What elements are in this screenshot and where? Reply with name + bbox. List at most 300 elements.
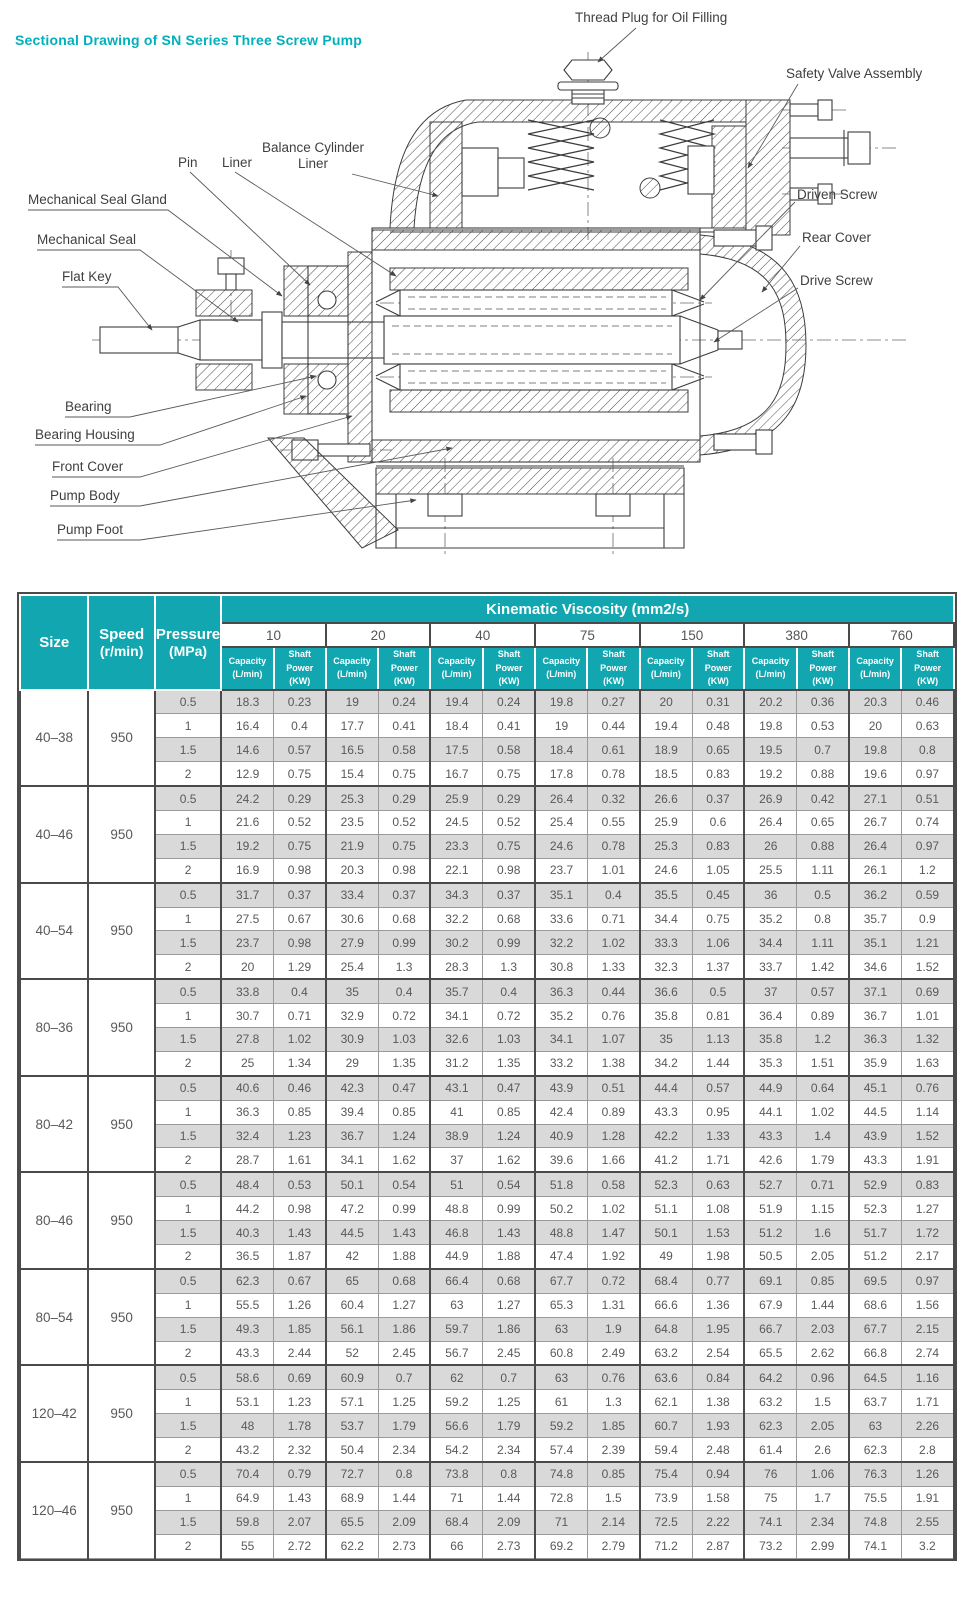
capacity-cell: 66.7 (744, 1317, 796, 1341)
capacity-cell: 73.8 (430, 1462, 482, 1486)
shaft-power-cell: 1.01 (587, 858, 639, 882)
header-size: Size (20, 595, 88, 690)
shaft-power-cell: 1.93 (692, 1414, 744, 1438)
shaft-power-cell: 0.83 (692, 834, 744, 858)
capacity-cell: 63.2 (744, 1390, 796, 1414)
capacity-cell: 25.5 (744, 858, 796, 882)
table-row (20, 1365, 954, 1389)
capacity-cell: 62.2 (326, 1534, 378, 1558)
shaft-power-cell: 0.76 (587, 1365, 639, 1389)
shaft-power-cell: 0.94 (692, 1462, 744, 1486)
capacity-cell: 56.7 (430, 1341, 482, 1365)
capacity-cell: 26.4 (744, 810, 796, 834)
speed-cell: 950 (88, 786, 154, 883)
header-viscosity-value: 380 (744, 623, 849, 647)
capacity-cell: 47.2 (326, 1197, 378, 1221)
shaft-power-cell: 1.56 (901, 1293, 954, 1317)
shaft-power-cell: 1.43 (378, 1221, 430, 1245)
shaft-power-cell: 0.67 (274, 907, 326, 931)
shaft-power-cell: 0.53 (797, 714, 849, 738)
shaft-power-cell: 1.71 (901, 1390, 954, 1414)
capacity-cell: 52.9 (849, 1172, 901, 1196)
pressure-cell: 1.5 (155, 1510, 221, 1534)
capacity-cell: 19.8 (849, 738, 901, 762)
capacity-cell: 38.9 (430, 1124, 482, 1148)
shaft-power-cell: 1.5 (587, 1486, 639, 1510)
capacity-cell: 71.2 (640, 1534, 692, 1558)
header-line: Shaft Power (914, 649, 942, 673)
table-body (20, 690, 954, 1559)
capacity-cell: 62.3 (221, 1269, 273, 1293)
shaft-power-cell: 1.07 (587, 1027, 639, 1051)
capacity-cell: 65 (326, 1269, 378, 1293)
capacity-cell: 26.1 (849, 858, 901, 882)
header-line: Pressure (155, 625, 221, 643)
shaft-power-cell: 0.8 (901, 738, 954, 762)
capacity-cell: 43.3 (221, 1341, 273, 1365)
capacity-cell: 45.1 (849, 1076, 901, 1100)
capacity-cell: 23.5 (326, 810, 378, 834)
capacity-cell: 74.1 (849, 1534, 901, 1558)
capacity-cell: 30.8 (535, 955, 587, 979)
pressure-cell: 2 (155, 1051, 221, 1075)
header-line: Capacity (542, 655, 581, 666)
capacity-cell: 50.2 (535, 1197, 587, 1221)
shaft-power-cell: 2.87 (692, 1534, 744, 1558)
shaft-power-cell: 2.14 (587, 1510, 639, 1534)
capacity-cell: 72.7 (326, 1462, 378, 1486)
capacity-cell: 17.7 (326, 714, 378, 738)
capacity-cell: 35.2 (744, 907, 796, 931)
capacity-cell: 63 (849, 1414, 901, 1438)
capacity-cell: 50.5 (744, 1244, 796, 1268)
capacity-cell: 69.2 (535, 1534, 587, 1558)
capacity-cell: 42 (326, 1244, 378, 1268)
capacity-cell: 65.5 (744, 1341, 796, 1365)
capacity-cell: 34.2 (640, 1051, 692, 1075)
capacity-cell: 67.7 (849, 1317, 901, 1341)
shaft-power-cell: 1.44 (378, 1486, 430, 1510)
shaft-power-cell: 0.45 (692, 883, 744, 907)
shaft-power-cell: 0.76 (901, 1076, 954, 1100)
capacity-cell: 23.3 (430, 834, 482, 858)
shaft-power-cell: 1.63 (901, 1051, 954, 1075)
capacity-cell: 36.6 (640, 979, 692, 1003)
capacity-cell: 73.9 (640, 1486, 692, 1510)
capacity-cell: 33.3 (640, 931, 692, 955)
pressure-cell: 0.5 (155, 786, 221, 810)
capacity-cell: 37.1 (849, 979, 901, 1003)
capacity-cell: 27.5 (221, 907, 273, 931)
label-bearing: Bearing (65, 399, 112, 414)
shaft-power-cell: 0.59 (901, 883, 954, 907)
capacity-cell: 60.9 (326, 1365, 378, 1389)
shaft-power-cell: 1.66 (587, 1148, 639, 1172)
capacity-cell: 30.2 (430, 931, 482, 955)
shaft-power-cell: 0.58 (483, 738, 535, 762)
capacity-cell: 60.4 (326, 1293, 378, 1317)
shaft-power-cell: 1.03 (483, 1027, 535, 1051)
shaft-power-cell: 0.71 (587, 907, 639, 931)
size-cell: 40–46 (20, 786, 88, 883)
pressure-cell: 1 (155, 714, 221, 738)
shaft-power-cell: 2.09 (483, 1510, 535, 1534)
shaft-power-cell: 1.25 (483, 1390, 535, 1414)
shaft-power-cell: 0.54 (378, 1172, 430, 1196)
capacity-cell: 34.4 (744, 931, 796, 955)
capacity-cell: 72.8 (535, 1486, 587, 1510)
capacity-cell: 62.3 (849, 1438, 901, 1462)
shaft-power-cell: 1.14 (901, 1100, 954, 1124)
shaft-power-cell: 0.97 (901, 762, 954, 786)
shaft-power-cell: 1.35 (483, 1051, 535, 1075)
shaft-power-cell: 1.02 (587, 1197, 639, 1221)
table-header (20, 595, 954, 690)
capacity-cell: 49.3 (221, 1317, 273, 1341)
header-shaft-power (797, 647, 849, 690)
table-row (20, 1390, 954, 1414)
header-pressure (155, 595, 221, 690)
capacity-cell: 21.6 (221, 810, 273, 834)
shaft-power-cell: 2.05 (797, 1244, 849, 1268)
capacity-cell: 28.3 (430, 955, 482, 979)
shaft-power-cell: 0.72 (378, 1004, 430, 1028)
capacity-cell: 74.8 (849, 1510, 901, 1534)
capacity-cell: 68.9 (326, 1486, 378, 1510)
shaft-power-cell: 0.81 (692, 1004, 744, 1028)
pressure-cell: 1 (155, 810, 221, 834)
shaft-power-cell: 0.97 (901, 1269, 954, 1293)
shaft-power-cell: 0.72 (483, 1004, 535, 1028)
pressure-cell: 1 (155, 1197, 221, 1221)
shaft-power-cell: 1.13 (692, 1027, 744, 1051)
capacity-cell: 34.4 (640, 907, 692, 931)
shaft-power-cell: 0.97 (901, 834, 954, 858)
table-row (20, 907, 954, 931)
capacity-cell: 55 (221, 1534, 273, 1558)
shaft-power-cell: 1.3 (483, 955, 535, 979)
shaft-power-cell: 0.77 (692, 1269, 744, 1293)
shaft-power-cell: 0.65 (797, 810, 849, 834)
capacity-cell: 69.1 (744, 1269, 796, 1293)
capacity-cell: 57.1 (326, 1390, 378, 1414)
shaft-power-cell: 0.5 (692, 979, 744, 1003)
shaft-power-cell: 1.38 (692, 1390, 744, 1414)
shaft-power-cell: 0.75 (274, 834, 326, 858)
capacity-cell: 14.6 (221, 738, 273, 762)
shaft-power-cell: 1.03 (378, 1027, 430, 1051)
shaft-power-cell: 0.53 (274, 1172, 326, 1196)
capacity-cell: 75.4 (640, 1462, 692, 1486)
capacity-cell: 19.6 (849, 762, 901, 786)
capacity-cell: 63.6 (640, 1365, 692, 1389)
label-bearing-housing: Bearing Housing (35, 427, 135, 442)
header-line: (KW) (393, 676, 415, 686)
capacity-cell: 42.6 (744, 1148, 796, 1172)
capacity-cell: 62.3 (744, 1414, 796, 1438)
shaft-power-cell: 0.99 (483, 1197, 535, 1221)
pressure-cell: 2 (155, 1148, 221, 1172)
capacity-cell: 43.2 (221, 1438, 273, 1462)
shaft-power-cell: 1.34 (274, 1051, 326, 1075)
table-row (20, 1317, 954, 1341)
shaft-power-cell: 1.62 (483, 1148, 535, 1172)
shaft-power-cell: 2.99 (797, 1534, 849, 1558)
header-line: (L/min) (546, 669, 577, 680)
shaft-power-cell: 0.68 (378, 1269, 430, 1293)
capacity-cell: 26.7 (849, 810, 901, 834)
shaft-power-cell: 2.48 (692, 1438, 744, 1462)
shaft-power-cell: 0.37 (274, 883, 326, 907)
capacity-cell: 66.8 (849, 1341, 901, 1365)
shaft-power-cell: 0.5 (797, 883, 849, 907)
capacity-cell: 59.2 (430, 1390, 482, 1414)
size-cell: 40–54 (20, 883, 88, 980)
header-line: Shaft Power (600, 649, 628, 673)
capacity-cell: 20.3 (326, 858, 378, 882)
table-row (20, 1051, 954, 1075)
pump-sectional-drawing (0, 0, 972, 578)
pressure-cell: 2 (155, 762, 221, 786)
shaft-power-cell: 0.9 (901, 907, 954, 931)
table-row (20, 979, 954, 1003)
header-capacity (849, 647, 901, 690)
shaft-power-cell: 2.6 (797, 1438, 849, 1462)
capacity-cell: 74.1 (744, 1510, 796, 1534)
shaft-power-cell: 0.98 (274, 858, 326, 882)
shaft-power-cell: 0.41 (483, 714, 535, 738)
page-title: Sectional Drawing of SN Series Three Screw Pump (15, 32, 363, 48)
shaft-power-cell: 1.44 (483, 1486, 535, 1510)
header-shaft-power (587, 647, 639, 690)
shaft-power-cell: 2.79 (587, 1534, 639, 1558)
shaft-power-cell: 0.69 (274, 1365, 326, 1389)
header-line: Shaft Power (286, 649, 314, 673)
header-line: (KW) (917, 676, 939, 686)
shaft-power-cell: 0.99 (378, 1197, 430, 1221)
capacity-cell: 35.1 (849, 931, 901, 955)
shaft-power-cell: 0.57 (692, 1076, 744, 1100)
shaft-power-cell: 0.63 (692, 1172, 744, 1196)
shaft-power-cell: 0.51 (587, 1076, 639, 1100)
capacity-cell: 44.5 (326, 1221, 378, 1245)
capacity-cell: 76.3 (849, 1462, 901, 1486)
shaft-power-cell: 2.45 (378, 1341, 430, 1365)
capacity-cell: 32.2 (430, 907, 482, 931)
pressure-cell: 1 (155, 1004, 221, 1028)
capacity-cell: 41.2 (640, 1148, 692, 1172)
capacity-cell: 44.9 (430, 1244, 482, 1268)
shaft-power-cell: 0.72 (587, 1269, 639, 1293)
pressure-cell: 1.5 (155, 1221, 221, 1245)
shaft-power-cell: 0.85 (274, 1100, 326, 1124)
shaft-power-cell: 0.85 (797, 1269, 849, 1293)
capacity-cell: 25.9 (640, 810, 692, 834)
shaft-power-cell: 1.37 (692, 955, 744, 979)
capacity-cell: 32.9 (326, 1004, 378, 1028)
shaft-power-cell: 0.54 (483, 1172, 535, 1196)
shaft-power-cell: 1.47 (587, 1221, 639, 1245)
header-line: Shaft Power (809, 649, 837, 673)
capacity-cell: 49 (640, 1244, 692, 1268)
capacity-cell: 65.3 (535, 1293, 587, 1317)
capacity-cell: 50.1 (326, 1172, 378, 1196)
capacity-cell: 35 (326, 979, 378, 1003)
header-line: Capacity (647, 655, 685, 666)
header-line: Shaft Power (704, 649, 732, 673)
shaft-power-cell: 0.88 (797, 834, 849, 858)
shaft-power-cell: 2.54 (692, 1341, 744, 1365)
capacity-cell: 34.3 (430, 883, 482, 907)
capacity-cell: 63 (535, 1317, 587, 1341)
shaft-power-cell: 2.32 (274, 1438, 326, 1462)
shaft-power-cell: 0.32 (587, 786, 639, 810)
label-flat-key: Flat Key (62, 269, 112, 284)
header-line: Capacity (228, 655, 267, 666)
capacity-cell: 26 (744, 834, 796, 858)
capacity-cell: 25.3 (640, 834, 692, 858)
pressure-cell: 2 (155, 955, 221, 979)
shaft-power-cell: 1.44 (797, 1293, 849, 1317)
capacity-cell: 52.3 (849, 1197, 901, 1221)
capacity-cell: 27.8 (221, 1027, 273, 1051)
header-line: (L/min) (650, 669, 681, 680)
shaft-power-cell: 1.27 (901, 1197, 954, 1221)
capacity-cell: 58.6 (221, 1365, 273, 1389)
capacity-cell: 56.6 (430, 1414, 482, 1438)
capacity-cell: 51.8 (535, 1172, 587, 1196)
shaft-power-cell: 1.26 (274, 1293, 326, 1317)
header-viscosity-value: 40 (430, 623, 535, 647)
capacity-cell: 65.5 (326, 1510, 378, 1534)
speed-cell: 950 (88, 1076, 154, 1173)
capacity-cell: 42.3 (326, 1076, 378, 1100)
shaft-power-cell: 0.27 (587, 690, 639, 714)
capacity-cell: 35.2 (535, 1004, 587, 1028)
table-row (20, 1486, 954, 1510)
shaft-power-cell: 1.91 (901, 1486, 954, 1510)
shaft-power-cell: 1.79 (378, 1414, 430, 1438)
shaft-power-cell: 0.63 (901, 714, 954, 738)
capacity-cell: 76 (744, 1462, 796, 1486)
capacity-cell: 60.8 (535, 1341, 587, 1365)
shaft-power-cell: 0.69 (901, 979, 954, 1003)
pressure-cell: 0.5 (155, 1172, 221, 1196)
pressure-cell: 0.5 (155, 1076, 221, 1100)
shaft-power-cell: 2.09 (378, 1510, 430, 1534)
table-row (20, 858, 954, 882)
table-row (20, 1438, 954, 1462)
capacity-cell: 17.8 (535, 762, 587, 786)
capacity-cell: 55.5 (221, 1293, 273, 1317)
capacity-cell: 70.4 (221, 1462, 273, 1486)
capacity-cell: 68.4 (430, 1510, 482, 1534)
capacity-cell: 62.1 (640, 1390, 692, 1414)
shaft-power-cell: 1.79 (797, 1148, 849, 1172)
pressure-cell: 1.5 (155, 738, 221, 762)
capacity-cell: 21.9 (326, 834, 378, 858)
shaft-power-cell: 1.43 (483, 1221, 535, 1245)
capacity-cell: 35.3 (744, 1051, 796, 1075)
capacity-cell: 40.6 (221, 1076, 273, 1100)
pressure-cell: 2 (155, 1341, 221, 1365)
shaft-power-cell: 1.71 (692, 1148, 744, 1172)
shaft-power-cell: 1.24 (378, 1124, 430, 1148)
shaft-power-cell: 0.98 (378, 858, 430, 882)
shaft-power-cell: 0.74 (901, 810, 954, 834)
header-capacity (430, 647, 482, 690)
shaft-power-cell: 0.44 (587, 714, 639, 738)
label-thread-plug: Thread Plug for Oil Filling (575, 10, 728, 25)
capacity-cell: 59.4 (640, 1438, 692, 1462)
capacity-cell: 15.4 (326, 762, 378, 786)
shaft-power-cell: 2.07 (274, 1510, 326, 1534)
pressure-cell: 1.5 (155, 931, 221, 955)
table-row (20, 714, 954, 738)
shaft-power-cell: 2.74 (901, 1341, 954, 1365)
header-line: (L/min) (441, 669, 472, 680)
shaft-power-cell: 1.32 (901, 1027, 954, 1051)
shaft-power-cell: 1.92 (587, 1244, 639, 1268)
header-line: Capacity (437, 655, 476, 666)
shaft-power-cell: 0.88 (797, 762, 849, 786)
header-viscosity-value: 20 (326, 623, 431, 647)
header-viscosity-value: 75 (535, 623, 640, 647)
capacity-cell: 22.1 (430, 858, 482, 882)
shaft-power-cell: 2.05 (797, 1414, 849, 1438)
shaft-power-cell: 2.49 (587, 1341, 639, 1365)
shaft-power-cell: 0.7 (797, 738, 849, 762)
capacity-cell: 24.5 (430, 810, 482, 834)
capacity-cell: 52.7 (744, 1172, 796, 1196)
capacity-cell: 23.7 (221, 931, 273, 955)
speed-cell: 950 (88, 690, 154, 787)
shaft-power-cell: 0.98 (274, 1197, 326, 1221)
capacity-cell: 54.2 (430, 1438, 482, 1462)
shaft-power-cell: 1.33 (587, 955, 639, 979)
capacity-cell: 61 (535, 1390, 587, 1414)
header-line: (L/min) (232, 669, 263, 680)
table-row (20, 1004, 954, 1028)
speed-cell: 950 (88, 1269, 154, 1366)
shaft-power-cell: 2.8 (901, 1438, 954, 1462)
capacity-cell: 26.6 (640, 786, 692, 810)
shaft-power-cell: 1.02 (274, 1027, 326, 1051)
capacity-cell: 67.9 (744, 1293, 796, 1317)
shaft-power-cell: 1.9 (587, 1317, 639, 1341)
capacity-cell: 27.9 (326, 931, 378, 955)
shaft-power-cell: 0.75 (692, 907, 744, 931)
capacity-cell: 19 (535, 714, 587, 738)
shaft-power-cell: 0.31 (692, 690, 744, 714)
capacity-cell: 28.7 (221, 1148, 273, 1172)
capacity-cell: 34.1 (430, 1004, 482, 1028)
label-pump-foot: Pump Foot (57, 522, 124, 537)
capacity-cell: 20.3 (849, 690, 901, 714)
shaft-power-cell: 0.83 (901, 1172, 954, 1196)
pressure-cell: 1.5 (155, 1317, 221, 1341)
capacity-cell: 12.9 (221, 762, 273, 786)
header-shaft-power (901, 647, 954, 690)
capacity-cell: 75.5 (849, 1486, 901, 1510)
capacity-cell: 36.7 (326, 1124, 378, 1148)
header-line: Capacity (333, 655, 371, 666)
capacity-cell: 25.4 (535, 810, 587, 834)
table-row (20, 762, 954, 786)
capacity-cell: 64.5 (849, 1365, 901, 1389)
pressure-cell: 1 (155, 1390, 221, 1414)
capacity-cell: 33.7 (744, 955, 796, 979)
